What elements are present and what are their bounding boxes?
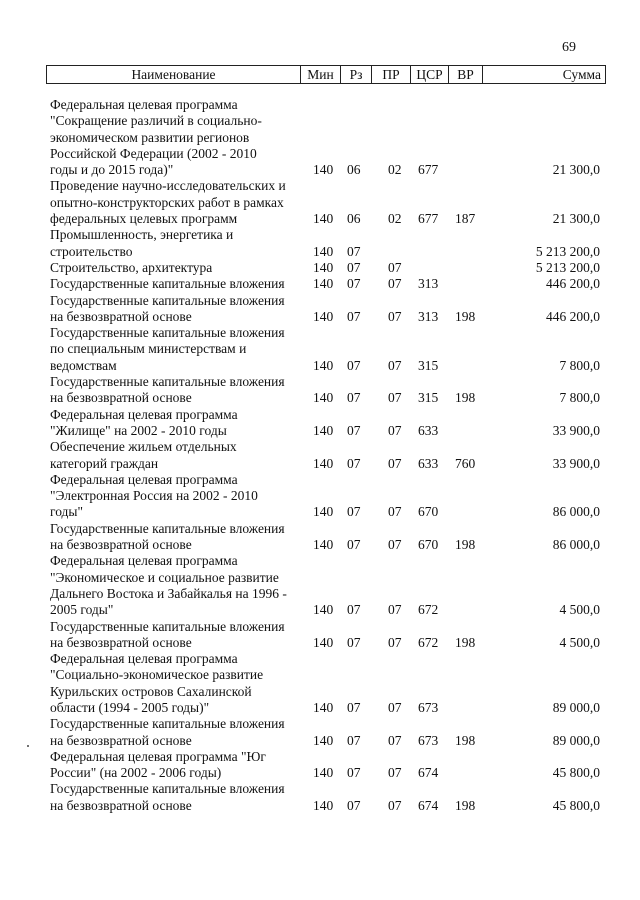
cell-vr: 198 [455, 634, 476, 650]
row-name: Государственные капитальные вложения на безвозвратной основе [50, 781, 285, 813]
table-row [0, 97, 640, 178]
cell-vr: 198 [455, 732, 476, 748]
cell-min: 140 [313, 797, 334, 813]
cell-pr: 07 [388, 634, 402, 650]
cell-rz: 07 [347, 357, 361, 373]
cell-pr: 07 [388, 797, 402, 813]
cell-rz: 06 [347, 162, 361, 178]
row-name: Федеральная целевая программа "Экономическое и социальное развитие Дальнего Востока и Забайкалья на 1996 - 2005 годы" [50, 553, 287, 618]
row-name: Государственные капитальные вложения на безвозвратной основе [50, 716, 285, 748]
cell-min: 140 [313, 211, 334, 227]
cell-pr: 07 [388, 357, 402, 373]
table-row [0, 178, 640, 227]
cell-pr: 07 [388, 504, 402, 520]
header-pr: ПР [371, 66, 410, 83]
cell-rz: 07 [347, 243, 361, 259]
header-sum: Сумма [482, 66, 605, 83]
table-row [0, 619, 640, 652]
row-name: Государственные капитальные вложения [50, 276, 285, 292]
cell-min: 140 [313, 357, 334, 373]
cell-csr: 315 [418, 357, 439, 373]
cell-csr: 674 [418, 765, 439, 781]
cell-vr: 198 [455, 390, 476, 406]
cell-pr: 07 [388, 732, 402, 748]
cell-min: 140 [313, 602, 334, 618]
row-name: Проведение научно-исследовательских и опытно-конструкторских работ в рамках федеральных целевых программ [50, 178, 286, 227]
cell-pr: 07 [388, 602, 402, 618]
cell-sum: 4 500,0 [559, 602, 600, 618]
cell-csr: 672 [418, 634, 439, 650]
cell-min: 140 [313, 390, 334, 406]
row-name: Государственные капитальные вложения на безвозвратной основе [50, 520, 285, 553]
table-row [0, 749, 640, 782]
cell-csr: 315 [418, 390, 439, 406]
header-vr: ВР [448, 66, 482, 83]
cell-min: 140 [313, 504, 334, 520]
table-row [0, 553, 640, 618]
cell-pr: 07 [388, 699, 402, 715]
cell-csr: 633 [418, 455, 439, 471]
row-name: Государственные капитальные вложения по специальным министерствам и ведомствам [50, 325, 285, 373]
table-body [0, 97, 640, 814]
cell-min: 140 [313, 308, 334, 324]
cell-sum: 446 200,0 [546, 276, 600, 292]
row-name: Федеральная целевая программа "Сокращение различий в социально- экономическом развитии регионов Российской Федерации (2002 - 2010 годы и до 2015 года)" [50, 97, 262, 178]
cell-pr: 02 [388, 162, 402, 178]
cell-rz: 07 [347, 308, 361, 324]
cell-min: 140 [313, 765, 334, 781]
table-header [46, 65, 606, 84]
cell-rz: 07 [347, 797, 361, 813]
row-name: Федеральная целевая программа "Жилище" на 2002 - 2010 годы [50, 406, 238, 438]
cell-rz: 07 [347, 602, 361, 618]
table-row [0, 781, 640, 814]
cell-rz: 07 [347, 390, 361, 406]
cell-rz: 07 [347, 537, 361, 553]
cell-sum: 45 800,0 [552, 765, 600, 781]
cell-sum: 45 800,0 [552, 797, 600, 813]
row-name: Государственные капитальные вложения на безвозвратной основе [50, 374, 285, 406]
cell-rz: 07 [347, 422, 361, 438]
cell-sum: 86 000,0 [552, 537, 600, 553]
cell-min: 140 [313, 422, 334, 438]
cell-csr: 672 [418, 602, 439, 618]
cell-pr: 02 [388, 211, 402, 227]
cell-rz: 07 [347, 699, 361, 715]
table-row [0, 651, 640, 716]
cell-vr: 187 [455, 211, 476, 227]
table-row [0, 472, 640, 521]
table-row [0, 407, 640, 440]
cell-sum: 89 000,0 [552, 699, 600, 715]
cell-pr: 07 [388, 765, 402, 781]
cell-sum: 33 900,0 [552, 422, 600, 438]
cell-csr: 673 [418, 699, 439, 715]
row-name: Федеральная целевая программа "Электронная Россия на 2002 - 2010 годы" [50, 471, 258, 520]
row-name: Строительство, архитектура [50, 259, 213, 275]
cell-pr: 07 [388, 390, 402, 406]
table-row [0, 325, 640, 374]
cell-csr: 673 [418, 732, 439, 748]
cell-pr: 07 [388, 276, 402, 292]
cell-rz: 07 [347, 259, 361, 275]
table-row [0, 439, 640, 472]
table-row [0, 374, 640, 407]
header-min: Мин [300, 66, 340, 83]
cell-sum: 89 000,0 [552, 732, 600, 748]
table-row [0, 260, 640, 276]
cell-sum: 446 200,0 [546, 308, 600, 324]
table-row [0, 716, 640, 749]
cell-pr: 07 [388, 259, 402, 275]
cell-pr: 07 [388, 308, 402, 324]
table-row [0, 227, 640, 260]
cell-csr: 677 [418, 162, 439, 178]
cell-min: 140 [313, 699, 334, 715]
table-row [0, 276, 640, 292]
cell-vr: 198 [455, 797, 476, 813]
header-rz: Рз [340, 66, 371, 83]
cell-min: 140 [313, 276, 334, 292]
cell-min: 140 [313, 634, 334, 650]
cell-sum: 21 300,0 [552, 162, 600, 178]
header-name: Наименование [131, 67, 216, 82]
cell-min: 140 [313, 162, 334, 178]
row-name: Промышленность, энергетика и строительство [50, 227, 234, 259]
table-row [0, 293, 640, 326]
cell-csr: 670 [418, 504, 439, 520]
cell-csr: 677 [418, 211, 439, 227]
cell-rz: 07 [347, 634, 361, 650]
table-row [0, 521, 640, 554]
cell-sum: 5 213 200,0 [535, 243, 600, 259]
cell-rz: 07 [347, 504, 361, 520]
cell-min: 140 [313, 732, 334, 748]
row-name: Федеральная целевая программа "Юг России" (на 2002 - 2006 годы) [50, 748, 266, 781]
cell-vr: 198 [455, 308, 476, 324]
cell-vr: 198 [455, 537, 476, 553]
cell-csr: 313 [418, 276, 439, 292]
cell-vr: 760 [455, 455, 476, 471]
cell-min: 140 [313, 455, 334, 471]
cell-sum: 4 500,0 [559, 634, 600, 650]
cell-sum: 21 300,0 [552, 211, 600, 227]
cell-csr: 313 [418, 308, 439, 324]
cell-rz: 07 [347, 455, 361, 471]
cell-min: 140 [313, 243, 334, 259]
cell-sum: 7 800,0 [559, 357, 600, 373]
header-csr: ЦСР [410, 66, 448, 83]
cell-rz: 07 [347, 732, 361, 748]
row-name: Государственные капитальные вложения на безвозвратной основе [50, 292, 285, 324]
cell-csr: 633 [418, 422, 439, 438]
cell-min: 140 [313, 537, 334, 553]
scan-speck [27, 745, 29, 747]
cell-sum: 7 800,0 [559, 390, 600, 406]
cell-sum: 86 000,0 [552, 504, 600, 520]
cell-rz: 07 [347, 765, 361, 781]
page-number: 69 [562, 40, 576, 55]
cell-pr: 07 [388, 455, 402, 471]
cell-csr: 670 [418, 537, 439, 553]
cell-min: 140 [313, 259, 334, 275]
row-name: Обеспечение жильем отдельных категорий граждан [50, 439, 237, 471]
cell-rz: 07 [347, 276, 361, 292]
row-name: Федеральная целевая программа "Социально-экономическое развитие Курильских островов Сахалинской области (1994 - 2005 годы)" [50, 651, 264, 715]
cell-sum: 33 900,0 [552, 455, 600, 471]
cell-csr: 674 [418, 797, 439, 813]
cell-sum: 5 213 200,0 [535, 259, 600, 275]
row-name: Государственные капитальные вложения на безвозвратной основе [50, 618, 285, 650]
cell-rz: 06 [347, 211, 361, 227]
cell-pr: 07 [388, 537, 402, 553]
cell-pr: 07 [388, 422, 402, 438]
